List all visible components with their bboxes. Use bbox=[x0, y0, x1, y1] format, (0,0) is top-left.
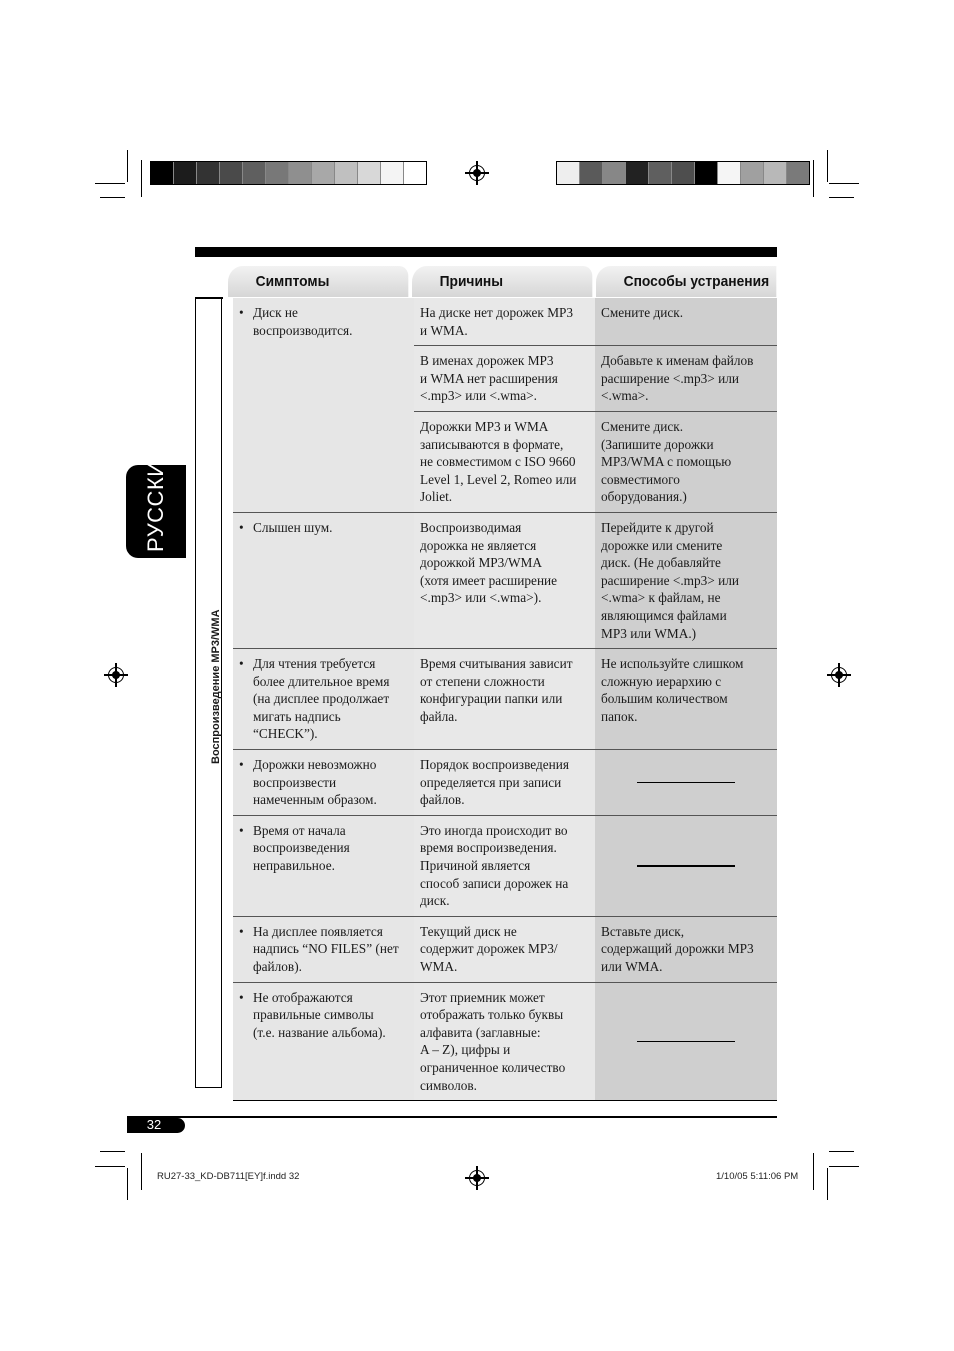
color-swatch bbox=[335, 162, 358, 184]
cause-cell bbox=[414, 917, 595, 982]
cause-text: Порядок воспроизведения определяется при записи файлов. bbox=[420, 757, 570, 808]
cause-cell bbox=[414, 298, 595, 345]
cause-text: Дорожки MP3 и WMA записываются в формате, не совместимом с ISO 9660 Level 1, Level 2, Romeo или Joliet. bbox=[420, 418, 577, 505]
cause-text: На диске нет дорожек MP3 и WMA. bbox=[420, 305, 574, 338]
remedy-text: Смените диск. (Запишите дорожки MP3/WMA с помощью совместимого оборудования.) bbox=[601, 418, 732, 505]
color-swatch bbox=[557, 162, 580, 184]
footer-file-info: RU27-33_KD-DB711[EY]f.indd 32 bbox=[157, 1171, 300, 1182]
crop-mark bbox=[141, 160, 142, 197]
section-label: Воспроизведение MP3/WMA bbox=[210, 609, 222, 764]
cause-remedy-pair bbox=[414, 983, 777, 1101]
registration-mark-icon bbox=[469, 165, 485, 181]
header-symptoms-label: Симптомы bbox=[255, 273, 330, 290]
remedy-cell bbox=[595, 750, 777, 815]
remedy-text: Перейдите к другой дорожке или смените диск. (Не добавляйте расширение <.mp3> или <.wma> к файлам, не являющимся файлами MP3 или WMA.) bbox=[601, 519, 739, 641]
cause-cell bbox=[414, 412, 595, 512]
registration-mark-icon bbox=[469, 1170, 485, 1186]
remedy-cell bbox=[595, 298, 777, 345]
color-swatch bbox=[718, 162, 741, 184]
crop-mark bbox=[127, 1168, 128, 1200]
crop-mark bbox=[100, 197, 125, 198]
cause-text: Воспроизводимая дорожка не является дорожкой MP3/WMA (хотя имеет расширение <.mp3> или <.wma>). bbox=[420, 519, 558, 606]
remedy-text: Не используйте слишком сложную иерархию с большим количеством папок. bbox=[601, 656, 744, 724]
remedy-cell bbox=[595, 513, 777, 648]
table-row bbox=[233, 816, 777, 917]
color-swatch bbox=[197, 162, 220, 184]
color-swatch bbox=[764, 162, 787, 184]
color-swatch bbox=[672, 162, 695, 184]
crop-mark bbox=[813, 1153, 814, 1190]
color-swatch bbox=[741, 162, 764, 184]
no-remedy-dash bbox=[637, 865, 735, 867]
color-calibration-bar-left bbox=[150, 161, 427, 185]
crop-mark bbox=[95, 183, 125, 184]
top-table-border bbox=[195, 297, 223, 299]
cause-remedy-pair bbox=[414, 917, 777, 982]
page-number: 32 bbox=[146, 1117, 162, 1132]
color-swatch bbox=[243, 162, 266, 184]
symptom-text: Для чтения требуется более длительное время (на дисплее продолжает мигать надпись “CHECK”). bbox=[253, 656, 390, 742]
cause-cell bbox=[414, 816, 595, 916]
crop-mark bbox=[95, 1166, 125, 1167]
symptom-cell bbox=[233, 983, 414, 1101]
crop-mark bbox=[827, 150, 828, 182]
table-row bbox=[233, 513, 777, 649]
symptom-cell bbox=[233, 513, 414, 648]
cause-remedy-group bbox=[414, 750, 777, 815]
footer-timestamp: 1/10/05 5:11:06 PM bbox=[716, 1171, 799, 1182]
symptom-text: На дисплее появляется надпись “NO FILES” (нет файлов). bbox=[253, 923, 399, 974]
cause-remedy-group bbox=[414, 649, 777, 749]
cause-cell bbox=[414, 346, 595, 411]
remedy-text: Смените диск. bbox=[601, 305, 684, 320]
header-remedies-label: Способы устранения bbox=[623, 273, 770, 290]
crop-mark bbox=[829, 1166, 859, 1167]
bottom-rule bbox=[127, 1116, 777, 1118]
remedy-cell bbox=[595, 816, 777, 916]
crop-mark bbox=[141, 1153, 142, 1190]
color-swatch bbox=[312, 162, 335, 184]
troubleshooting-table bbox=[233, 298, 777, 1101]
cause-text: Это иногда происходит во время воспроизведения. Причиной является способ записи дорожек на диск. bbox=[420, 822, 569, 909]
table-row bbox=[233, 917, 777, 983]
cause-cell bbox=[414, 513, 595, 648]
cause-remedy-pair bbox=[414, 345, 777, 411]
header-remedies bbox=[596, 266, 776, 297]
remedy-cell bbox=[595, 649, 777, 749]
crop-mark bbox=[813, 160, 814, 197]
cause-cell bbox=[414, 649, 595, 749]
cause-remedy-pair bbox=[414, 298, 777, 345]
bullet-icon: • bbox=[239, 989, 244, 1005]
color-swatch bbox=[404, 162, 426, 184]
symptom-text: Слышен шум. bbox=[253, 519, 333, 535]
header-symptoms bbox=[228, 266, 408, 297]
symptom-text: Не отображаются правильные символы (т.е. название альбома). bbox=[253, 989, 386, 1040]
color-swatch bbox=[266, 162, 289, 184]
color-swatch bbox=[695, 162, 718, 184]
cause-cell bbox=[414, 750, 595, 815]
remedy-cell bbox=[595, 917, 777, 982]
cause-remedy-pair bbox=[414, 750, 777, 815]
color-swatch bbox=[174, 162, 197, 184]
table-row bbox=[233, 983, 777, 1102]
cause-cell bbox=[414, 983, 595, 1101]
color-swatch bbox=[289, 162, 312, 184]
cause-remedy-pair bbox=[414, 649, 777, 749]
top-rule bbox=[195, 247, 777, 257]
symptom-cell bbox=[233, 298, 414, 512]
color-swatch bbox=[580, 162, 603, 184]
cause-remedy-group bbox=[414, 513, 777, 648]
symptom-cell bbox=[233, 750, 414, 815]
symptom-cell bbox=[233, 917, 414, 982]
remedy-cell bbox=[595, 346, 777, 411]
bullet-icon: • bbox=[239, 822, 244, 838]
symptom-cell bbox=[233, 649, 414, 749]
table-row bbox=[233, 750, 777, 816]
language-tab-label: РУССКИЙ bbox=[143, 444, 168, 552]
color-swatch bbox=[381, 162, 404, 184]
bullet-icon: • bbox=[239, 757, 244, 773]
crop-mark bbox=[127, 150, 128, 182]
no-remedy-dash bbox=[637, 782, 735, 784]
cause-remedy-group bbox=[414, 983, 777, 1101]
remedy-text: Вставьте диск, содержащий дорожки MP3 или WMA. bbox=[601, 923, 754, 974]
no-remedy-dash bbox=[637, 1041, 735, 1043]
color-swatch bbox=[358, 162, 381, 184]
color-swatch bbox=[626, 162, 649, 184]
crop-mark bbox=[829, 1151, 854, 1152]
cause-remedy-group bbox=[414, 298, 777, 512]
cause-text: Время считывания зависит от степени сложности конфигурации папки или файла. bbox=[420, 656, 573, 724]
cause-text: В именах дорожек MP3 и WMA нет расширения <.mp3> или <.wma>. bbox=[420, 353, 558, 404]
color-calibration-bar-right bbox=[556, 161, 810, 185]
registration-mark-icon bbox=[108, 667, 124, 683]
symptom-text: Диск не воспроизводится. bbox=[253, 305, 353, 338]
table-row bbox=[233, 649, 777, 750]
remedy-text: Добавьте к именам файлов расширение <.mp3> или <.wma>. bbox=[601, 353, 754, 404]
symptom-cell bbox=[233, 816, 414, 916]
color-swatch bbox=[220, 162, 243, 184]
bullet-icon: • bbox=[239, 305, 244, 320]
cause-text: Этот приемник может отображать только буквы алфавита (заглавные: A – Z), цифры и ограниченное количество символов. bbox=[420, 989, 566, 1093]
header-causes-label: Причины bbox=[439, 273, 504, 290]
cause-remedy-group bbox=[414, 816, 777, 916]
crop-mark bbox=[829, 183, 859, 184]
crop-mark bbox=[827, 1168, 828, 1200]
bullet-icon: • bbox=[239, 519, 244, 535]
registration-mark-icon bbox=[831, 667, 847, 683]
remedy-cell bbox=[595, 412, 777, 512]
bullet-icon: • bbox=[239, 923, 244, 939]
symptom-text: Дорожки невозможно воспроизвести намеченным образом. bbox=[253, 757, 377, 808]
remedy-cell bbox=[595, 983, 777, 1101]
cause-remedy-pair bbox=[414, 513, 777, 648]
cause-remedy-pair bbox=[414, 816, 777, 916]
crop-mark bbox=[829, 197, 854, 198]
color-swatch bbox=[649, 162, 672, 184]
color-swatch bbox=[603, 162, 626, 184]
bullet-icon: • bbox=[239, 656, 244, 672]
crop-mark bbox=[100, 1151, 125, 1152]
table-row bbox=[233, 298, 777, 513]
color-swatch bbox=[151, 162, 174, 184]
header-causes bbox=[412, 266, 592, 297]
cause-text: Текущий диск не содержит дорожек MP3/ WMA. bbox=[420, 923, 558, 974]
symptom-text: Время от начала воспроизведения неправильное. bbox=[253, 822, 350, 874]
cause-remedy-pair bbox=[414, 411, 777, 512]
color-swatch bbox=[787, 162, 809, 184]
cause-remedy-group bbox=[414, 917, 777, 982]
